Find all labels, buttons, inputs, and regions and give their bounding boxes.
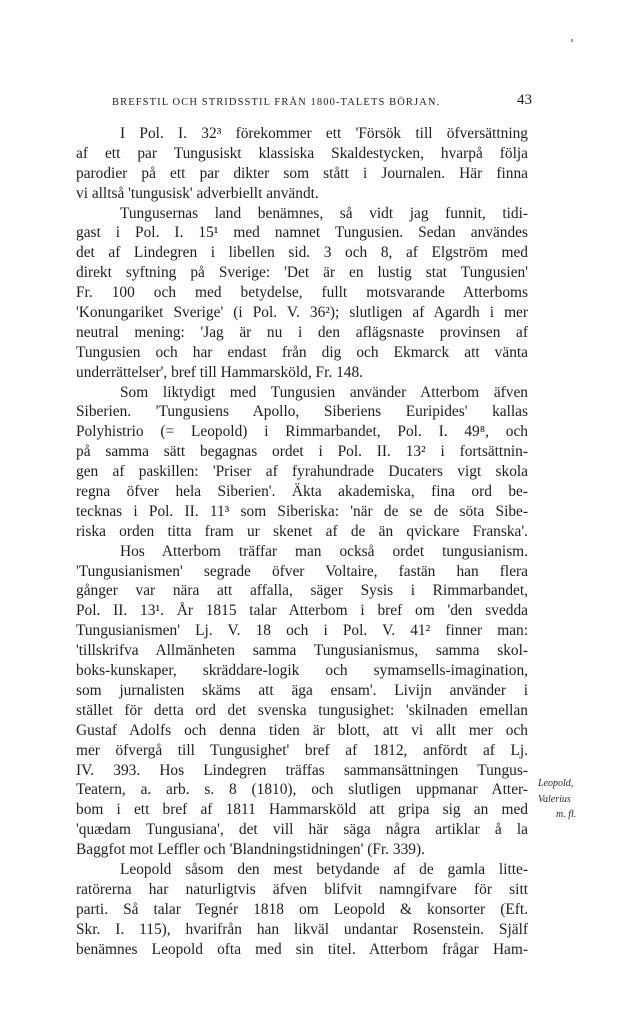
text-line: vi alltså 'tungusisk' adverbiellt användt. (76, 184, 319, 202)
margin-note-line: m. fl. (556, 809, 577, 820)
text-line: bom i ett bref af 1811 Hammarsköld att gripa sig an med (76, 801, 528, 819)
running-title: BREFSTIL OCH STRIDSSTIL FRÅN 1800-TALETS BÖRJAN. (112, 97, 441, 108)
paper-speck (571, 39, 573, 42)
text-line: Skr. I. 115), hvarifrån han likväl undantar Rosenstein. Själf (76, 920, 528, 938)
text-line: Gustaf Adolfs och denna tiden är blott, att vi allt mer och (76, 721, 528, 739)
text-line: Siberien. 'Tungusiens Apollo, Siberiens Euripides' kallas (76, 403, 528, 421)
text-line: direkt syftning på Sverige: 'Det är en lustig stat Tungusien' (76, 264, 528, 282)
page-header (112, 92, 532, 110)
text-line: boks-kunskaper, skräddare-logik och symamsells-imagination, (76, 662, 528, 680)
margin-note-line: Leopold, (538, 778, 574, 789)
text-line: Leopold såsom den mest betydande af de gamla litte- (120, 860, 528, 878)
margin-note (538, 776, 618, 823)
text-line: gen af paskillen: 'Priser af fyrahundrade Ducaters vigt skola (76, 463, 528, 481)
text-line: gast i Pol. I. 15¹ med namnet Tungusien. Sedan användes (76, 224, 528, 242)
text-line: riska orden titta fram ur skenet af de än qvickare Franska'. (76, 522, 528, 540)
text-line: 'quædam Tungusiana', det vill här säga några artiklar å la (76, 821, 528, 839)
text-line: Som liktydigt med Tungusien använder Atterbom äfven (120, 383, 528, 401)
text-line: tecknas i Pol. II. 11³ som Siberiska: 'när de se de söta Sibe- (76, 502, 528, 520)
text-line: parti. Så talar Tegnér 1818 om Leopold & konsorter (Eft. (76, 900, 528, 918)
text-line: af ett par Tungusiskt klassiska Skaldestycken, hvarpå följa (76, 144, 528, 162)
text-line: Teatern, a. arb. s. 8 (1810), och slutligen uppmanar Atter- (76, 781, 528, 799)
text-line: Fr. 100 och med betydelse, fullt motsvarande Atterboms (76, 284, 528, 302)
text-line: parodier på ett par dikter som stått i Journalen. Här finna (76, 164, 528, 182)
text-line: regna öfver hela Siberien'. Äkta akademiska, fina ord be- (76, 483, 528, 501)
text-line: 'Tungusianismen' segrade öfver Voltaire, fastän han flera (76, 562, 528, 580)
text-line: I Pol. I. 32³ förekommer ett 'Försök till öfversättning (120, 125, 528, 142)
text-line: 'tillskrifva Allmänheten samma Tungusianismus, samma skol- (76, 642, 528, 660)
text-line: Tungusernas land benämnes, så vidt jag funnit, tidi- (120, 204, 528, 222)
text-line: benämnes Leopold ofta med sin titel. Atterbom frågar Ham- (76, 940, 528, 958)
text-line: gånger var nära att affalla, säger Sysis i Rimmarbandet, (76, 582, 528, 600)
text-line: Tungusien och har endast från dig och Ekmarck att vänta (76, 343, 528, 361)
text-line: IV. 393. Hos Lindegren träffas sammansättningen Tungus- (76, 761, 528, 779)
text-line: Polyhistrio (= Leopold) i Rimmarbandet, Pol. I. 49⁸, och (76, 423, 528, 441)
text-line: Tungusianismen' Lj. V. 18 och i Pol. V. 41² finner man: (76, 622, 528, 640)
text-line: underrättelser', bref till Hammarsköld, Fr. 148. (76, 363, 364, 381)
text-line: Pol. II. 13¹. År 1815 talar Atterbom i bref om 'den svedda (76, 602, 528, 620)
text-line: som jurnalisten skäms att äga ensam'. Livijn använder i (76, 681, 528, 699)
text-line: ratörerna har naturligtvis äfven blifvit namngifvare för sitt (76, 880, 528, 898)
text-line: neutral mening: 'Jag är nu i den aflägsnaste provinsen af (76, 323, 528, 341)
body-text (76, 124, 528, 959)
page-number: 43 (517, 92, 532, 108)
text-line: mer öfvergå till Tungusighet' bref af 1812, anfördt af Lj. (76, 741, 528, 759)
text-line: stället för detta ord det svenska tungusighet: 'skilnaden emellan (76, 701, 528, 719)
margin-note-line: Valerius (538, 793, 571, 805)
text-line: Baggfot mot Leffler och 'Blandningstidningen' (Fr. 339). (76, 841, 425, 859)
text-line: 'Konungariket Sverige' (i Pol. V. 36²); slutligen af Agardh i mer (76, 304, 528, 322)
text-line: på samma sätt begagnas ordet i Pol. II. 13² i fortsättnin- (76, 443, 528, 461)
text-line: det af Lindegren i libellen sid. 3 och 8, af Elgström med (76, 244, 528, 262)
text-line: Hos Atterbom träffar man också ordet tungusianism. (120, 542, 528, 560)
